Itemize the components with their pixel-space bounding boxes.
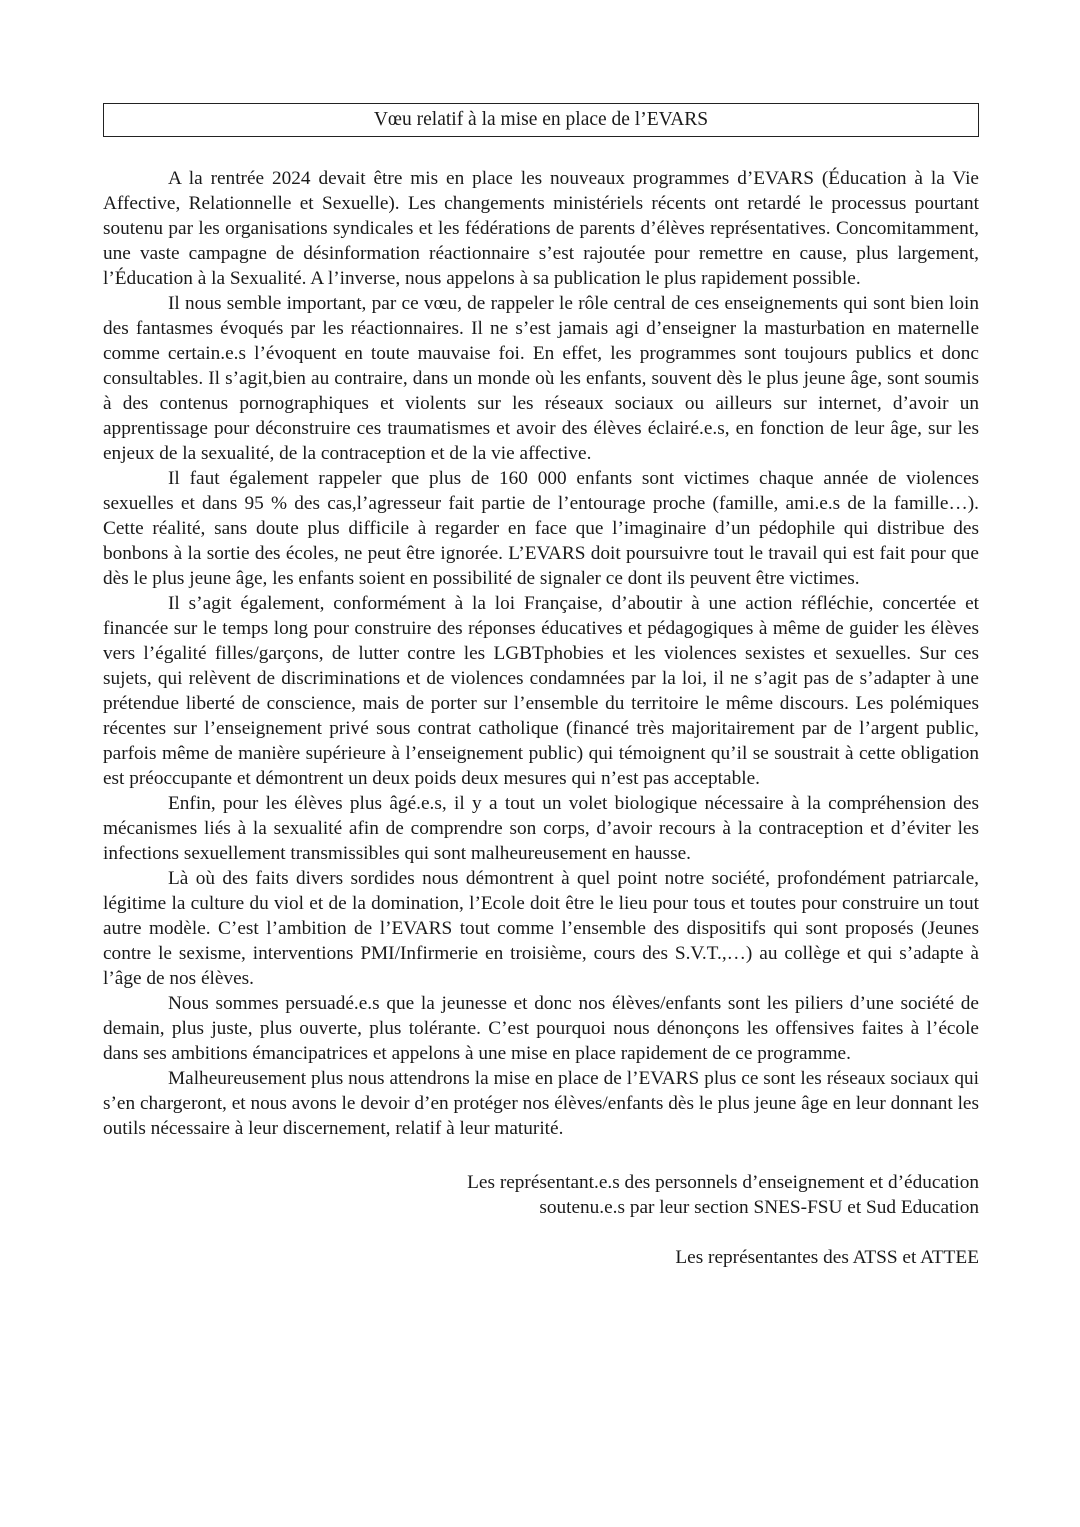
paragraph-7: Nous sommes persuadé.e.s que la jeunesse et donc nos élèves/enfants sont les piliers d’une société de demain, plus juste, plus ouverte, plus tolérante. C’est pourquoi nous dénonçons les offensives faites à l’école dans ses ambitions émancipatrices et appelons à une mise en place rapidement de ce programme. xyxy=(103,993,979,1064)
document-title: Vœu relatif à la mise en place de l’EVARS xyxy=(373,109,709,130)
signature-line-2: soutenu.e.s par leur section SNES-FSU et Sud Education xyxy=(539,1197,979,1218)
paragraph-4: Il s’agit également, conformément à la loi Française, d’aboutir à une action réfléchie, concertée et financée sur le temps long pour construire des réponses éducatives et pédagogiques à même de guider les élèves vers l’égalité filles/garçons, de lutter contre les LGBTphobies et les violences sexistes et sexuelles. Sur ces sujets, qui relèvent de discriminations et de violences condamnées par la loi, il ne s’agit pas de s’adapter à une prétendue liberté de conscience, mais de porter sur l’ensemble du territoire le même discours. Les polémiques récentes sur l’enseignement privé sous contrat catholique (financé très majoritairement par de l’argent public, parfois même de manière supérieure à l’enseignement public) qui témoignent qu’il se soustrait à cette obligation est préoccupante et démontrent un deux poids deux mesures qui n’est pas acceptable. xyxy=(103,593,979,789)
paragraph-6: Là où des faits divers sordides nous démontrent à quel point notre société, profondément patriarcale, légitime la culture du viol et de la domination, l’Ecole doit être le lieu pour tous et toutes pour construire un tout autre modèle. C’est l’ambition de l’EVARS tout comme l’ensemble des dispositifs qui sont proposés (Jeunes contre le sexisme, interventions PMI/Infirmerie en troisième, cours des S.V.T.,…) au collège et qui s’adapte à l’âge de nos élèves. xyxy=(103,868,979,989)
document-body xyxy=(103,166,979,1141)
signature-line-3: Les représentantes des ATSS et ATTEE xyxy=(675,1247,979,1268)
signature-spacer xyxy=(103,1220,979,1245)
document-title-box xyxy=(103,103,979,137)
paragraph-5: Enfin, pour les élèves plus âgé.e.s, il y a tout un volet biologique nécessaire à la compréhension des mécanismes liés à la sexualité afin de comprendre son corps, d’avoir recours à la contraception et d’éviter les infections sexuellement transmissibles qui sont malheureusement en hausse. xyxy=(103,793,979,864)
paragraph-3: Il faut également rappeler que plus de 160 000 enfants sont victimes chaque année de violences sexuelles et dans 95 % des cas,l’agresseur fait partie de l’entourage proche (famille, ami.e.s de la famille…). Cette réalité, sans doute plus difficile à regarder en face que l’imaginaire d’un pédophile qui distribue des bonbons à la sortie des écoles, ne peut être ignorée. L’EVARS doit poursuivre tout le travail qui est fait pour que dès le plus jeune âge, les enfants soient en possibilité de signaler ce dont ils peuvent être victimes. xyxy=(103,468,979,589)
paragraph-2: Il nous semble important, par ce vœu, de rappeler le rôle central de ces enseignements qui sont bien loin des fantasmes évoqués par les réactionnaires. Il ne s’est jamais agi d’enseigner la masturbation en maternelle comme certain.e.s l’évoquent en toute mauvaise foi. En effet, les programmes sont toujours publics et donc consultables. Il s’agit,bien au contraire, dans un monde où les enfants, souvent dès le plus jeune âge, sont soumis à des contenus pornographiques et violents sur les réseaux sociaux ou ailleurs sur internet, d’avoir un apprentissage pour déconstruire ces traumatismes et avoir des élèves éclairé.e.s, en fonction de leur âge, sur les enjeux de la sexualité, de la contraception et de la vie affective. xyxy=(103,293,979,464)
paragraph-8: Malheureusement plus nous attendrons la mise en place de l’EVARS plus ce sont les réseaux sociaux qui s’en chargeront, et nous avons le devoir d’en protéger nos élèves/enfants dès le plus jeune âge en leur donnant les outils nécessaire à leur discernement, relatif à leur maturité. xyxy=(103,1068,979,1139)
document-page xyxy=(103,103,979,1270)
paragraph-1: A la rentrée 2024 devait être mis en place les nouveaux programmes d’EVARS (Éducation à la Vie Affective, Relationnelle et Sexuelle). Les changements ministériels récents ont retardé le processus pourtant soutenu par les organisations syndicales et les fédérations de parents d’élèves représentatives. Concomitamment, une vaste campagne de désinformation réactionnaire s’est rajoutée pour remettre en cause, plus largement, l’Éducation à la Sexualité. A l’inverse, nous appelons à sa publication le plus rapidement possible. xyxy=(103,168,979,289)
signature-line-1: Les représentant.e.s des personnels d’enseignement et d’éducation xyxy=(467,1172,979,1193)
signature-block xyxy=(103,1170,979,1270)
